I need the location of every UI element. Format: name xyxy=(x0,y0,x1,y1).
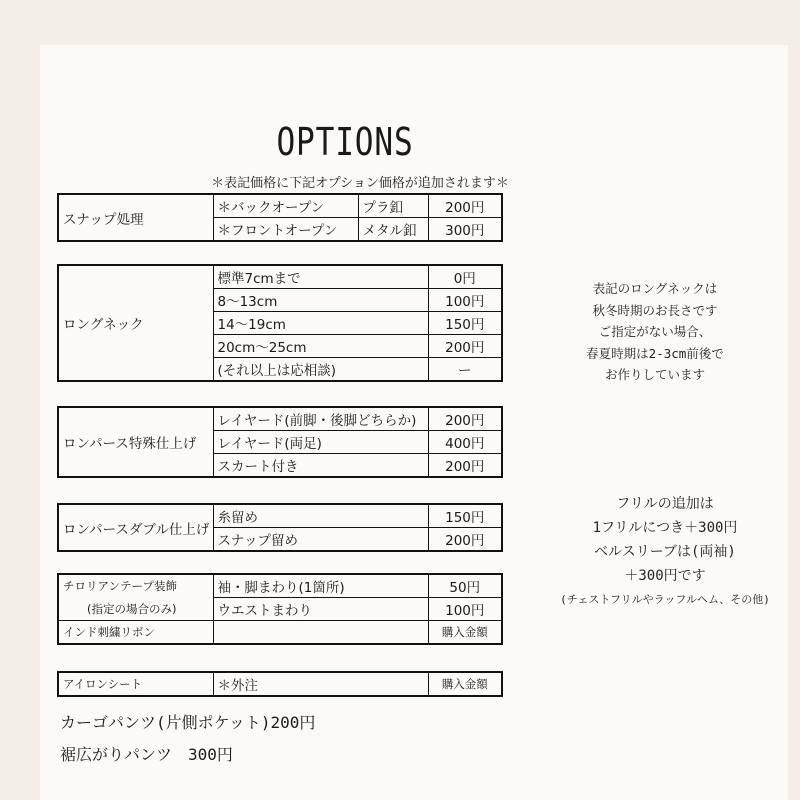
price-cell: 200円 xyxy=(428,454,502,478)
price-cell: 100円 xyxy=(428,289,502,312)
tyrolean-label: チロリアンテープ装飾 xyxy=(58,574,213,598)
price-cell: 購入金額 xyxy=(428,672,502,696)
table-cell: (それ以上は応相談) xyxy=(213,358,428,382)
table-cell: レイヤード(両足) xyxy=(213,431,428,454)
price-cell: 200円 xyxy=(428,194,502,218)
price-cell: ー xyxy=(428,358,502,382)
tyrolean-sublabel: (指定の場合のみ) xyxy=(58,598,213,621)
romper-special-label: ロンパース特殊仕上げ xyxy=(58,407,213,477)
table-cell: スナップ留め xyxy=(213,528,428,552)
table-cell: レイヤード(前脚・後脚どちらか) xyxy=(213,407,428,431)
table-cell: プラ釦 xyxy=(358,194,428,218)
note-line: 秋冬時期のお長さです xyxy=(592,302,718,318)
price-cell: 200円 xyxy=(428,528,502,552)
note-line: お作りしています xyxy=(604,367,705,382)
table-cell: 標準7cmまで xyxy=(213,265,428,289)
price-cell: 150円 xyxy=(428,312,502,335)
table-cell xyxy=(213,621,428,645)
note-line: 1フリルにつき＋300円 xyxy=(592,520,738,536)
price-cell: 200円 xyxy=(428,335,502,358)
table-row xyxy=(58,265,502,289)
price-cell: 200円 xyxy=(428,407,502,431)
iron-label: アイロンシート xyxy=(58,672,213,696)
flare-pants-line: 裾広がりパンツ 300円 xyxy=(60,745,233,764)
page-title: OPTIONS xyxy=(276,120,414,164)
romper-double-table xyxy=(57,503,503,552)
table-cell: 袖・脚まわり(1箇所) xyxy=(213,574,428,598)
table-row xyxy=(58,194,502,218)
note-line: ご指定がない場合、 xyxy=(598,324,712,339)
table-cell: 8～13cm xyxy=(213,289,428,312)
note-line: 春夏時期は2-3cm前後で xyxy=(586,345,724,361)
table-cell: ＊フロントオープン xyxy=(213,218,358,242)
note-line: ＋300円です xyxy=(624,568,706,584)
price-cell: 100円 xyxy=(428,598,502,621)
table-row xyxy=(58,407,502,431)
page-subtitle: ＊表記価格に下記オプション価格が追加されます＊ xyxy=(211,176,509,191)
cargo-pants-line: カーゴパンツ(片側ポケット)200円 xyxy=(60,713,316,732)
note-line: フリルの追加は xyxy=(616,496,714,512)
price-cell: 400円 xyxy=(428,431,502,454)
long-neck-table xyxy=(57,264,503,382)
note-line: ベルスリーブは(両袖) xyxy=(594,544,736,560)
iron-table xyxy=(57,671,503,697)
price-cell: 0円 xyxy=(428,265,502,289)
price-cell: 購入金額 xyxy=(428,621,502,645)
price-cell: 300円 xyxy=(428,218,502,242)
table-row xyxy=(58,574,502,598)
tyrolean-table xyxy=(57,573,503,645)
note-line: 表記のロングネックは xyxy=(592,281,718,296)
table-cell: メタル釦 xyxy=(358,218,428,242)
frill-note xyxy=(530,492,800,612)
table-cell: スカート付き xyxy=(213,454,428,478)
table-cell: 糸留め xyxy=(213,504,428,528)
table-cell: 20cm～25cm xyxy=(213,335,428,358)
snap-table xyxy=(57,193,503,242)
table-row xyxy=(58,672,502,696)
table-cell: ＊外注 xyxy=(213,672,428,696)
table-row xyxy=(58,621,502,645)
table-cell: ウエストまわり xyxy=(213,598,428,621)
note-line: (チェストフリルやラッフルヘム、その他) xyxy=(560,593,770,606)
price-cell: 150円 xyxy=(428,504,502,528)
long-neck-label: ロングネック xyxy=(58,265,213,381)
romper-double-label: ロンパースダブル仕上げ xyxy=(58,504,213,551)
price-cell: 50円 xyxy=(428,574,502,598)
romper-special-table xyxy=(57,406,503,478)
snap-label: スナップ処理 xyxy=(58,194,213,241)
long-neck-note xyxy=(530,278,780,386)
table-cell: ＊バックオープン xyxy=(213,194,358,218)
table-cell: 14～19cm xyxy=(213,312,428,335)
table-row xyxy=(58,598,502,621)
table-row xyxy=(58,504,502,528)
india-label: インド刺繍リボン xyxy=(58,621,213,645)
